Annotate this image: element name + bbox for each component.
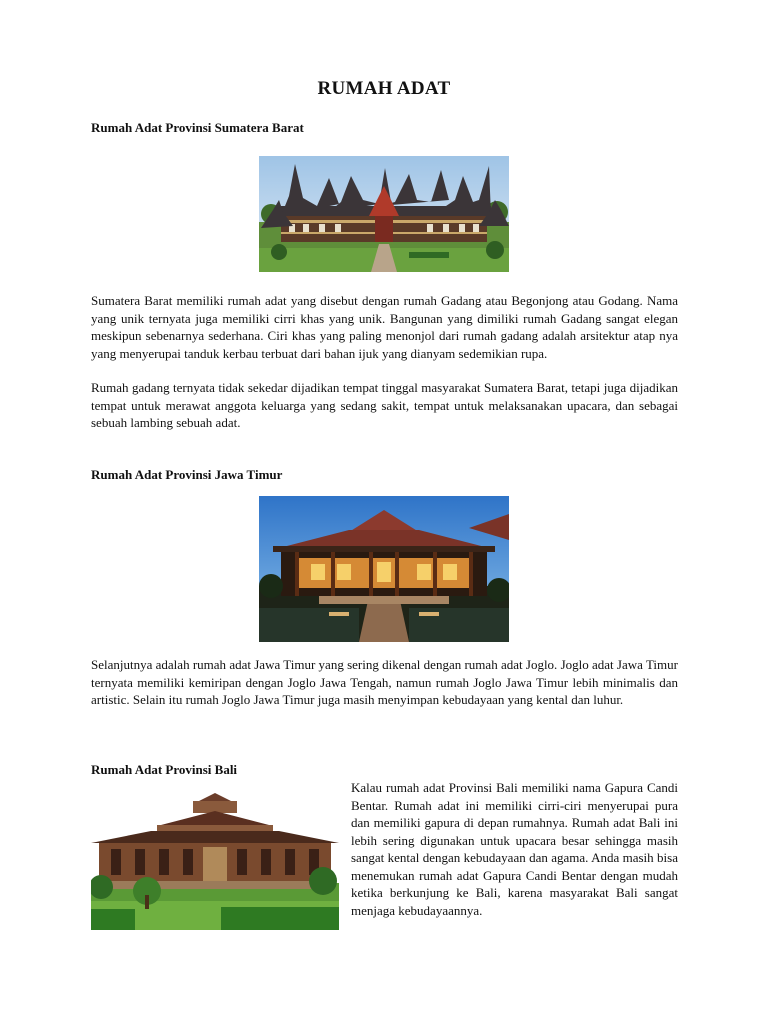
paragraph-sumatera-barat-2: Rumah gadang ternyata tidak sekedar dijadikan tempat tinggal masyarakat Sumatera Barat, tetapi juga dijadikan tempat untuk merawat anggota keluarga yang sedang sakit, tempat untuk melaksanakan upacara, dan sebagai sebuah lambing sebuah adat. <box>91 380 678 430</box>
page-title: RUMAH ADAT <box>317 78 451 99</box>
photo-rumah-gadang <box>259 156 509 272</box>
photo-rumah-joglo <box>259 496 509 642</box>
photo-rumah-bali <box>91 783 339 930</box>
paragraph-sumatera-barat-1: Sumatera Barat memiliki rumah adat yang disebut dengan rumah Gadang atau Begonjong atau Godang. Nama yang unik ternyata juga memiliki cirri khas yang unik. Bangunan yang dimiliki rumah Gadang sangat elegan meskipun sebenarnya sederhana. Ciri khas yang paling menonjol dari rumah gadang adalah arsitektur atap nya yang menyerupai tanduk kerbau terbuat dari bahan ijuk yang dianyam sedemikian rupa. <box>91 293 678 361</box>
paragraph-bali: Kalau rumah adat Provinsi Bali memiliki nama Gapura Candi Bentar. Rumah adat ini memiliki cirri-ciri menyerupai pura dan memiliki gapura di depan rumahnya. Rumah adat Bali ini lebih sering digunakan untuk upacara besar sehingga masih sangat kental dengan kebudayaan dan agama. Anda masih bisa menemukan rumah adat Gapura Candi Bentar dengan mudah ketika berkunjung ke Bali, karena masyarakat Bali sangat menjaga kebudayaannya. <box>351 780 678 918</box>
section-heading-jawa-timur: Rumah Adat Provinsi Jawa Timur <box>91 467 283 482</box>
section-heading-bali: Rumah Adat Provinsi Bali <box>91 762 238 777</box>
paragraph-jawa-timur: Selanjutnya adalah rumah adat Jawa Timur yang sering dikenal dengan rumah adat Joglo. Joglo adat Jawa Timur ternyata memiliki kemiripan dengan Joglo Jawa Tengah, namun rumah Joglo Jawa Timur lebih minimalis dan artistic. Selain itu rumah Joglo Jawa Timur juga masih menyimpan kebudayaan yang kental dan luhur. <box>91 657 678 707</box>
section-heading-sumatera-barat: Rumah Adat Provinsi Sumatera Barat <box>91 120 304 135</box>
